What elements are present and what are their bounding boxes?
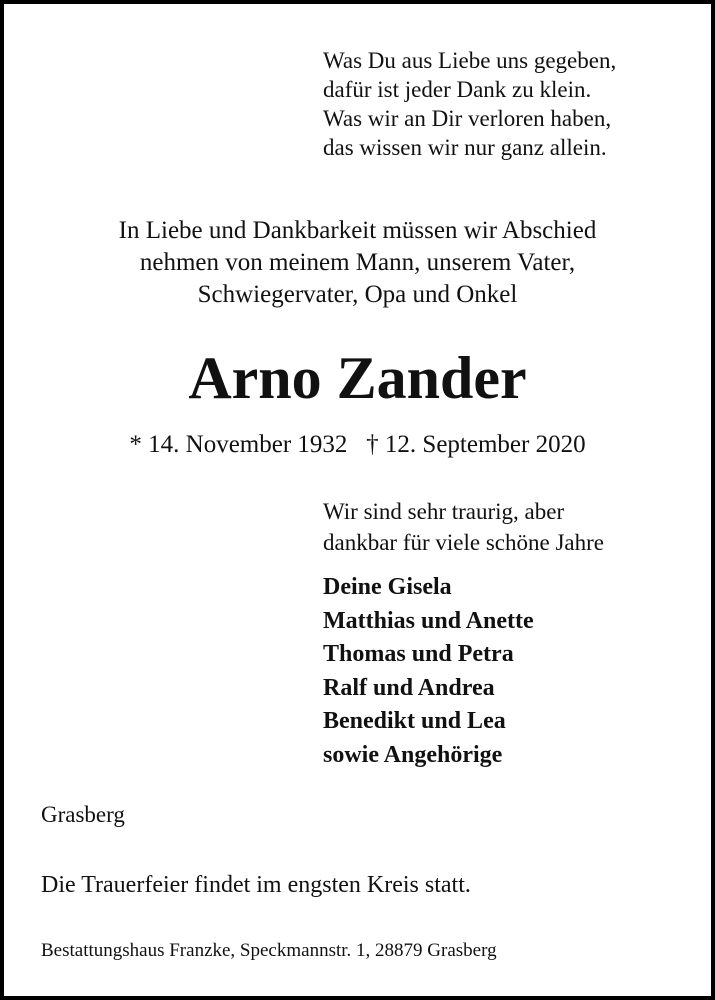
poem-line: dafür ist jeder Dank zu klein. bbox=[323, 77, 592, 102]
mourning-statement bbox=[323, 496, 604, 558]
deceased-name: Arno Zander bbox=[188, 345, 527, 411]
intro-line: Schwiegervater, Opa und Onkel bbox=[197, 281, 518, 308]
mourning-line: Wir sind sehr traurig, aber bbox=[323, 499, 565, 524]
life-dates: * 14. November 1932 † 12. September 2020 bbox=[129, 431, 586, 458]
family-member: Thomas und Petra bbox=[323, 641, 514, 667]
family-member: Deine Gisela bbox=[323, 574, 452, 600]
family-member: Ralf und Andrea bbox=[323, 674, 495, 701]
undertaker-address: Bestattungshaus Franzke, Speckmannstr. 1, 28879 Grasberg bbox=[41, 940, 497, 961]
intro-line: In Liebe und Dankbarkeit müssen wir Abschied bbox=[118, 217, 597, 244]
poem-line: das wissen wir nur ganz allein. bbox=[323, 135, 607, 160]
family-member: sowie Angehörige bbox=[323, 741, 503, 768]
family-member: Benedikt und Lea bbox=[323, 708, 506, 734]
memorial-poem bbox=[323, 46, 616, 162]
ceremony-note: Die Trauerfeier findet im engsten Kreis statt. bbox=[41, 872, 471, 898]
intro-line: nehmen von meinem Mann, unserem Vater, bbox=[139, 249, 576, 276]
mourning-line: dankbar für viele schöne Jahre bbox=[323, 530, 604, 555]
place-name: Grasberg bbox=[41, 802, 125, 827]
family-member: Matthias und Anette bbox=[323, 607, 534, 634]
family-list bbox=[323, 571, 534, 772]
farewell-intro bbox=[4, 215, 711, 311]
poem-line: Was wir an Dir verloren haben, bbox=[323, 106, 612, 131]
poem-line: Was Du aus Liebe uns gegeben, bbox=[323, 48, 617, 73]
